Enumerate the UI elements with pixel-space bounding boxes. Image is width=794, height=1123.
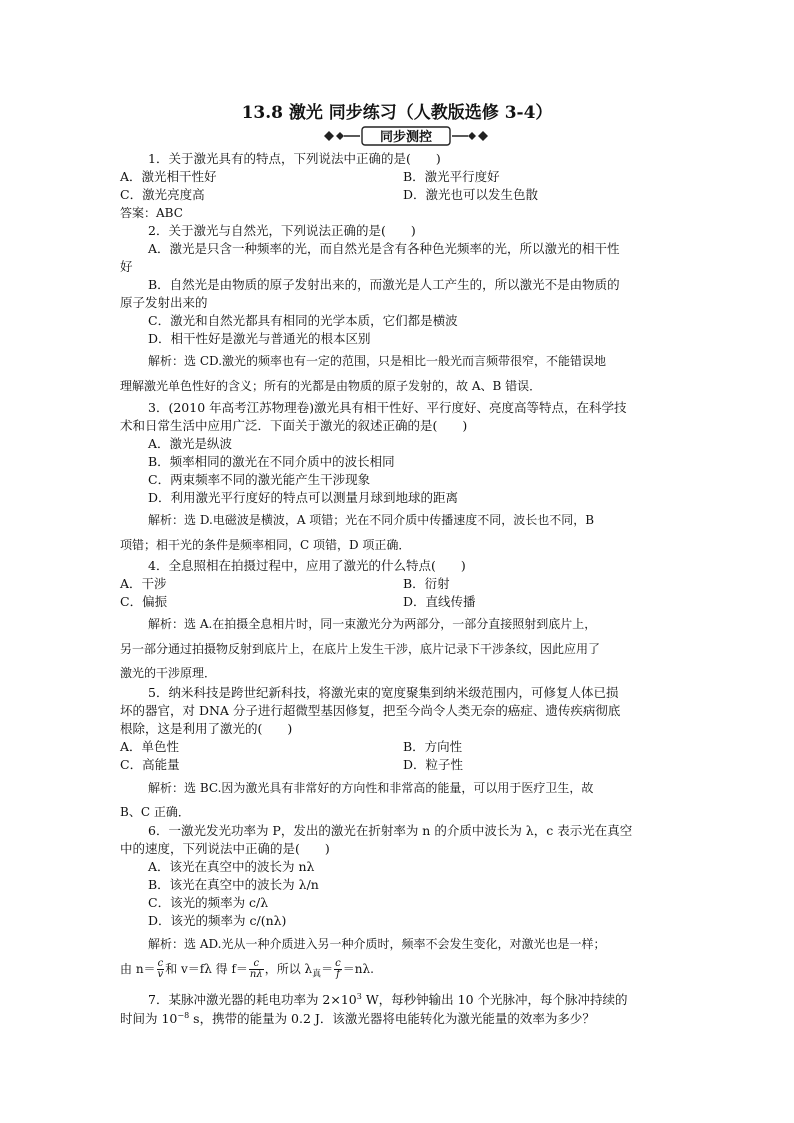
q6-stem-1: 6．一激光发光功率为 P，发出的激光在折射率为 n 的介质中波长为 λ，c 表示光在真空	[148, 823, 633, 838]
q4-option-b: B．衍射	[403, 576, 450, 591]
q4-option-c: C．偏振	[120, 594, 168, 609]
q4-stem: 4．全息照相在拍摄过程中，应用了激光的什么特点( )	[148, 558, 466, 573]
fraction-numerator: c	[335, 958, 341, 969]
q3-analysis-2: 项错；相干光的条件是频率相同，C 项错，D 项正确．	[120, 538, 411, 552]
q7-exponent-1: 3	[356, 992, 362, 1001]
q4-option-a: A．干涉	[120, 576, 167, 591]
q3-option-c: C．两束频率不同的激光能产生干涉现象	[148, 472, 371, 487]
formula-text-b: 和 v＝fλ 得 f＝	[165, 962, 248, 976]
q7-stem-1	[148, 988, 708, 1009]
formula-text-a: 由 n＝	[120, 962, 156, 976]
q3-option-a: A．激光是纵波	[148, 436, 233, 451]
q3-option-d: D．利用激光平行度好的特点可以测量月球到地球的距离	[148, 490, 459, 505]
q1-option-b: B．激光平行度好	[403, 169, 500, 184]
q2-option-b: B．自然光是由物质的原子发射出来的，而激光是人工产生的，所以激光不是由物质的	[148, 277, 620, 292]
formula-text-d: ＝	[321, 962, 334, 976]
q1-option-d: D．激光也可以发生色散	[403, 187, 539, 202]
q5-option-b: B．方向性	[403, 739, 463, 754]
q5-analysis-1: 解析：选 BC.因为激光具有非常好的方向性和非常高的能量，可以用于医疗卫生，故	[148, 781, 594, 795]
q2-option-d: D．相干性好是激光与普通光的根本区别	[148, 331, 371, 346]
fraction-numerator: c	[249, 959, 264, 970]
fraction-denominator: f	[336, 969, 340, 980]
q7-text-2: W，每秒钟输出 10 个光脉冲，每个脉冲持续的	[361, 992, 628, 1008]
q6-analysis-1: 解析：选 AD.光从一种介质进入另一种介质时，频率不会发生变化，对激光也是一样；	[148, 937, 606, 951]
q2-option-b-cont: 原子发射出来的	[120, 295, 208, 310]
q5-option-a: A．单色性	[120, 739, 180, 754]
q5-stem-3: 根除，这是利用了激光的( )	[120, 721, 293, 736]
banner-label: 同步测控	[379, 130, 433, 145]
q6-option-d: D．该光的频率为 c/(nλ)	[148, 913, 287, 928]
q2-analysis-1: 解析：选 CD.激光的频率也有一定的范围，只是相比一般光而言频带很窄，不能错误地	[148, 354, 607, 368]
q5-option-d: D．粒子性	[403, 757, 464, 772]
q4-analysis-2: 另一部分通过拍摄物反射到底片上，在底片上发生干涉，底片记录下干涉条纹，因此应用了	[120, 642, 601, 656]
fraction-c-over-f	[334, 959, 342, 980]
q5-analysis-2: B、C 正确．	[120, 805, 190, 819]
q2-stem: 2．关于激光与自然光，下列说法正确的是( )	[148, 223, 416, 238]
q7-text-4: s，携带的能量为 0.2 J．该激光器将电能转化为激光能量的效率为多少？	[189, 1011, 595, 1027]
formula-text-c: ，所以 λ	[264, 962, 313, 976]
q2-option-a-cont: 好	[120, 259, 133, 274]
q1-option-a: A．激光相干性好	[120, 169, 217, 184]
diamond-ornament-right	[452, 131, 488, 141]
q6-stem-2: 中的速度，下列说法中正确的是( )	[120, 841, 330, 856]
section-banner	[318, 126, 494, 146]
q7-text-1: 7．某脉冲激光器的耗电功率为 2×10	[148, 992, 357, 1008]
q5-stem-1: 5．纳米科技是跨世纪新科技，将激光束的宽度聚集到纳米级范围内，可修复人体已损	[148, 685, 619, 700]
q5-option-c: C．高能量	[120, 757, 180, 772]
formula-text-e: ＝nλ.	[342, 962, 374, 976]
q7-stem-2	[120, 1007, 680, 1028]
q1-answer: 答案：ABC	[120, 206, 183, 220]
q6-option-b: B．该光在真空中的波长为 λ/n	[148, 877, 319, 892]
q4-analysis-1: 解析：选 A.在拍摄全息相片时，同一束激光分为两部分，一部分直接照射到底片上，	[148, 617, 597, 631]
formula-subscript: 真	[312, 969, 322, 980]
fraction-numerator: c	[157, 958, 164, 969]
fraction-denominator: v	[157, 969, 164, 980]
q3-analysis-1: 解析：选 D.电磁波是横波，A 项错；光在不同介质中传播速度不同，波长也不同，B	[148, 513, 595, 527]
q2-option-c: C．激光和自然光都具有相同的光学本质，它们都是横波	[148, 313, 458, 328]
fraction-c-over-v	[157, 959, 165, 980]
fraction-denominator: nλ	[249, 969, 263, 980]
page-title: 13.8 激光 同步练习（人教版选修 3-4）	[241, 103, 553, 123]
q1-option-c: C．激光亮度高	[120, 187, 205, 202]
q2-analysis-2: 理解激光单色性好的含义；所有的光都是由物质的原子发射的，故 A、B 错误．	[120, 379, 542, 393]
q2-option-a: A．激光是只含一种频率的光，而自然光是含有各种色光频率的光，所以激光的相干性	[148, 241, 620, 256]
q5-stem-2: 坏的器官，对 DNA 分子进行超微型基因修复，把至今尚令人类无奈的癌症、遗传疾病彻底	[120, 703, 621, 718]
q3-option-b: B．频率相同的激光在不同介质中的波长相同	[148, 454, 395, 469]
q7-exponent-2: −8	[177, 1011, 190, 1020]
q6-option-a: A．该光在真空中的波长为 nλ	[148, 859, 315, 874]
q7-text-3: 时间为 10	[120, 1011, 178, 1027]
q3-stem-2: 术和日常生活中应用广泛．下面关于激光的叙述正确的是( )	[120, 418, 468, 433]
q4-option-d: D．直线传播	[403, 594, 476, 609]
diamond-ornament-left	[324, 131, 360, 141]
q6-option-c: C．该光的频率为 c/λ	[148, 895, 269, 910]
q4-analysis-3: 激光的干涉原理．	[120, 666, 217, 680]
q3-stem-1: 3．(2010 年高考江苏物理卷)激光具有相干性好、平行度好、亮度高等特点，在科学技	[148, 400, 627, 415]
q1-stem: 1．关于激光具有的特点，下列说法中正确的是( )	[148, 151, 441, 166]
fraction-c-over-nlambda	[249, 959, 264, 980]
q6-analysis-formula	[120, 957, 680, 986]
